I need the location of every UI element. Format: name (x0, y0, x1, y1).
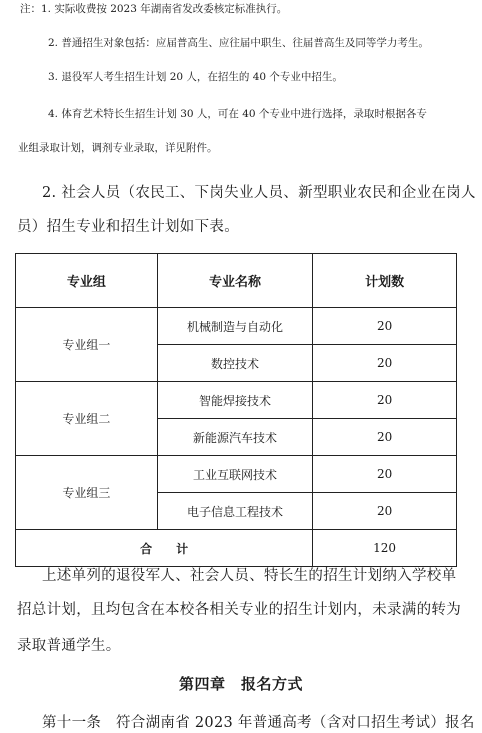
major-cell: 智能焊接技术 (157, 382, 313, 419)
enrollment-plan-table (15, 253, 457, 567)
chapter-title: 第四章 报名方式 (178, 675, 303, 693)
major-cell: 数控技术 (157, 345, 313, 382)
header-count: 计划数 (313, 254, 457, 308)
table-row (16, 382, 457, 419)
header-group: 专业组 (16, 254, 158, 308)
count-cell: 20 (313, 382, 457, 419)
count-cell: 20 (313, 456, 457, 493)
major-cell: 新能源汽车技术 (157, 419, 313, 456)
table-header-row (16, 254, 457, 308)
count-cell: 20 (313, 419, 457, 456)
after-table-line-2: 招总计划，且均包含在本校各相关专业的招生计划内，未录满的转为 (17, 602, 461, 618)
total-value: 120 (313, 530, 457, 567)
total-label: 合 计 (16, 530, 313, 567)
after-table-line-1: 上述单列的退役军人、社会人员、特长生的招生计划纳入学校单 (42, 568, 457, 584)
group-cell: 专业组二 (16, 382, 158, 456)
note-1: 注：1. 实际收费按 2023 年湖南省发改委核定标准执行。 (20, 3, 288, 15)
after-table-line-3: 录取普通学生。 (17, 638, 121, 654)
group-cell: 专业组三 (16, 456, 158, 530)
major-cell: 工业互联网技术 (157, 456, 313, 493)
note-4-line-2: 业组录取计划，调剂专业录取，详见附件。 (18, 142, 218, 154)
count-cell: 20 (313, 308, 457, 345)
note-2: 2. 普通招生对象包括：应届普高生、应往届中职生、往届普高生及同等学力考生。 (48, 37, 429, 49)
section-2-line-1: 2. 社会人员（农民工、下岗失业人员、新型职业农民和企业在岗人 (42, 185, 476, 201)
note-4-line-1: 4. 体育艺术特长生招生计划 30 人，可在 40 个专业中进行选择，录取时根据各专 (48, 108, 427, 120)
table-row (16, 456, 457, 493)
note-3: 3. 退役军人考生招生计划 20 人，在招生的 40 个专业中招生。 (48, 71, 343, 83)
major-cell: 电子信息工程技术 (157, 493, 313, 530)
table-row (16, 308, 457, 345)
section-2-line-2: 员）招生专业和招生计划如下表。 (17, 219, 239, 235)
count-cell: 20 (313, 345, 457, 382)
article-11-line-1: 第十一条 符合湖南省 2023 年普通高考（含对口招生考试）报名 (42, 715, 475, 731)
count-cell: 20 (313, 493, 457, 530)
major-cell: 机械制造与自动化 (157, 308, 313, 345)
table-total-row (16, 530, 457, 567)
group-cell: 专业组一 (16, 308, 158, 382)
header-major: 专业名称 (157, 254, 313, 308)
